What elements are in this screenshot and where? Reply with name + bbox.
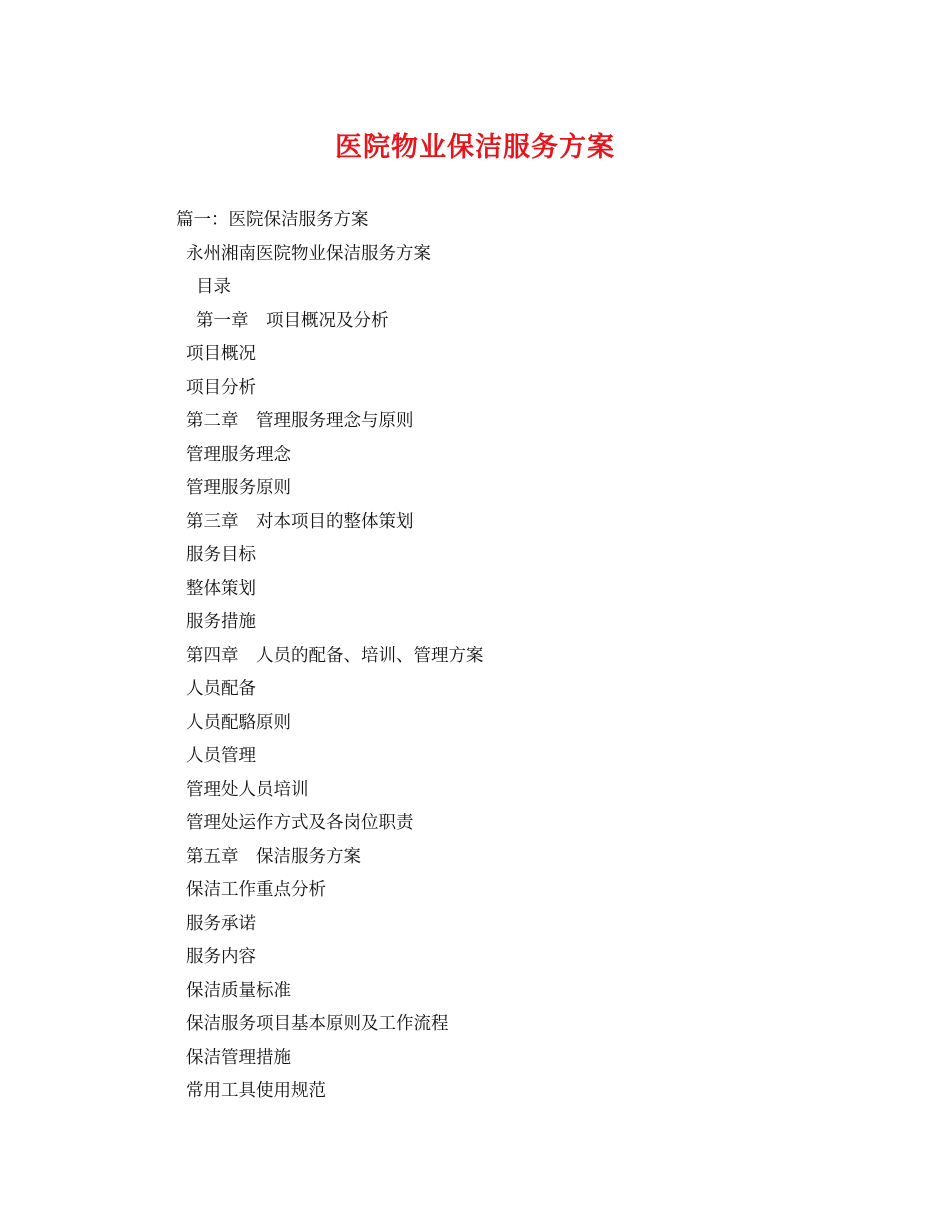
toc-item: 管理处运作方式及各岗位职责 bbox=[186, 813, 414, 833]
toc-item: 保洁管理措施 bbox=[186, 1048, 291, 1068]
toc-heading: 目录 bbox=[196, 277, 231, 297]
toc-item: 管理服务理念 bbox=[186, 445, 291, 465]
toc-item: 管理服务原则 bbox=[186, 478, 291, 498]
text-line: 永州湘南医院物业保洁服务方案 bbox=[186, 244, 431, 264]
document-title: 医院物业保洁服务方案 bbox=[335, 132, 615, 163]
toc-item: 人员管理 bbox=[186, 746, 256, 766]
toc-item: 保洁工作重点分析 bbox=[186, 880, 326, 900]
toc-item: 服务目标 bbox=[186, 545, 256, 565]
toc-item: 项目概况 bbox=[186, 344, 256, 364]
toc-item: 整体策划 bbox=[186, 579, 256, 599]
toc-item: 管理处人员培训 bbox=[186, 780, 309, 800]
toc-item: 人员配备 bbox=[186, 679, 256, 699]
toc-item: 服务承诺 bbox=[186, 914, 256, 934]
toc-item: 服务措施 bbox=[186, 612, 256, 632]
toc-item: 保洁质量标准 bbox=[186, 981, 291, 1001]
toc-chapter: 第三章 对本项目的整体策划 bbox=[186, 512, 414, 532]
toc-item: 保洁服务项目基本原则及工作流程 bbox=[186, 1014, 449, 1034]
toc-item: 常用工具使用规范 bbox=[186, 1081, 326, 1101]
text-line: 篇一：医院保洁服务方案 bbox=[176, 210, 369, 230]
toc-item: 服务内容 bbox=[186, 947, 256, 967]
toc-item: 项目分析 bbox=[186, 378, 256, 398]
toc-chapter: 第四章 人员的配备、培训、管理方案 bbox=[186, 646, 484, 666]
toc-item: 人员配駱原则 bbox=[186, 713, 291, 733]
toc-chapter: 第二章 管理服务理念与原则 bbox=[186, 411, 414, 431]
toc-chapter: 第五章 保洁服务方案 bbox=[186, 847, 361, 867]
toc-chapter: 第一章 项目概况及分析 bbox=[196, 311, 389, 331]
